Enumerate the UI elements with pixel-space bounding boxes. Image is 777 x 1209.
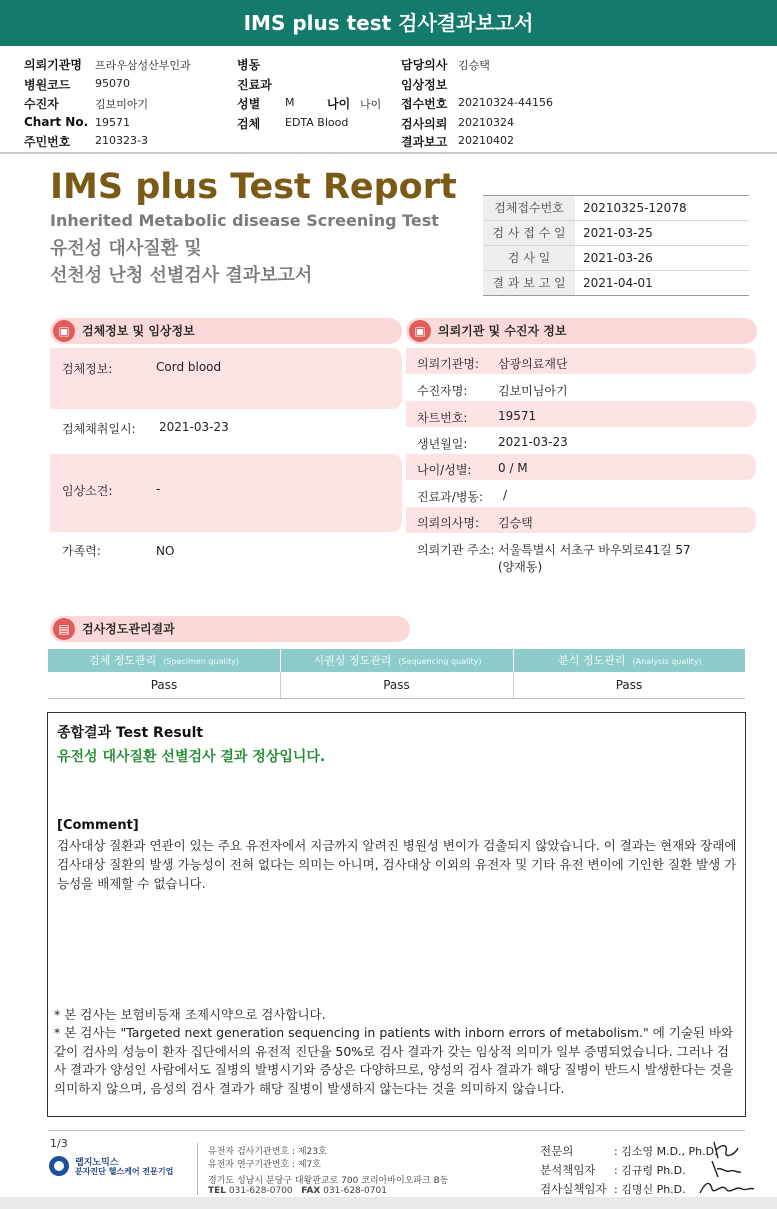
report-info-label: 검 사 접 수 일 — [483, 221, 575, 245]
report-info-row — [483, 246, 749, 271]
header-label: 접수번호 — [401, 97, 448, 111]
header-value: 95070 — [95, 77, 130, 90]
comment-text: 검사대상 질환과 연관이 있는 주요 유전자에서 지금까지 알려진 병원성 변이가 검출되지 않았습니다. 이 결과는 현재와 장래에 검사대상 질환의 발생 가능성이 전혀 없다는 의미는 아니며, 검사대상 이외의 유전자 및 기타 유전 변이에 기인한 질환 발생 가능성을 배제할 수 없습니다. — [57, 838, 737, 891]
lock-icon: ▣ — [409, 320, 431, 342]
specimen-value: NO — [156, 544, 175, 558]
header-value: M — [285, 96, 295, 109]
result-summary: 유전성 대사질환 선별검사 결과 정상입니다. — [57, 749, 326, 765]
institution-label: 나이/성별: — [417, 463, 472, 477]
note-insurance: * 본 검사는 보험비등재 조제시약으로 검사합니다. — [54, 1007, 326, 1022]
signer-name: : 김소영 M.D., Ph.D. — [614, 1145, 718, 1158]
institution-value: 19571 — [498, 409, 537, 423]
report-info-label: 검체접수번호 — [483, 196, 575, 220]
header-label: 나이 — [327, 97, 351, 111]
tel-value: 031-628-0700 — [228, 1186, 293, 1196]
footer-divider — [48, 1130, 745, 1131]
report-subtitle-ko-1: 유전성 대사질환 및 — [50, 238, 202, 259]
header-label: 병동 — [237, 58, 261, 72]
signer-name: : 김규령 Ph.D. — [614, 1164, 686, 1177]
report-subtitle-ko-2: 선천성 난청 선별검사 결과보고서 — [50, 265, 313, 286]
header-value: 19571 — [95, 116, 130, 129]
registration-line: 유전자 연구기관번호 : 제7호 — [208, 1160, 321, 1170]
header-label: 의뢰기관명 — [24, 58, 82, 72]
qc-column-name: 검체 정도관리 — [89, 654, 157, 667]
specimen-label: 가족력: — [62, 544, 101, 558]
qc-table-header — [48, 649, 745, 672]
header-label: 검체 — [237, 117, 261, 131]
specimen-value: - — [156, 482, 161, 496]
institution-label: 차트번호: — [417, 411, 468, 425]
institution-value: 0 / M — [498, 461, 528, 475]
specimen-value: Cord blood — [156, 360, 222, 374]
qc-value: Pass — [150, 678, 178, 692]
header-label: 병원코드 — [24, 78, 71, 92]
qc-column-en: (Sequencing quality) — [398, 657, 482, 666]
institution-value: 김승택 — [498, 516, 533, 530]
institution-value: 삼광의료재단 — [498, 357, 568, 371]
header-label: 주민번호 — [24, 135, 71, 149]
report-info-row — [483, 221, 749, 246]
report-info-value: 2021-04-01 — [583, 276, 653, 290]
specimen-section-header — [50, 318, 402, 344]
header-label: 진료과 — [237, 78, 272, 92]
signer-role: 분석책임자 — [540, 1163, 596, 1177]
header-value: 프라우삼성산부인과 — [95, 59, 191, 72]
company-logo-icon — [49, 1156, 69, 1176]
header-label: 담당의사 — [401, 58, 448, 72]
tel-label: TEL — [208, 1186, 227, 1196]
institution-value: 2021-03-23 — [498, 435, 568, 449]
specimen-value: 2021-03-23 — [159, 420, 229, 434]
institution-label: 진료과/병동: — [417, 490, 484, 504]
lock-icon: ▣ — [53, 320, 75, 342]
comment-title: [Comment] — [57, 818, 139, 833]
qc-column-header — [48, 649, 280, 672]
qc-column-en: (Specimen quality) — [163, 657, 239, 666]
institution-section-header — [406, 318, 757, 344]
header-value: 20210324-44156 — [458, 96, 553, 109]
report-info-value: 2021-03-26 — [583, 251, 653, 265]
qc-value: Pass — [615, 678, 643, 692]
fax-label: FAX — [301, 1186, 321, 1196]
page-bottom-strip — [0, 1197, 777, 1209]
header-value: 210323-3 — [95, 134, 148, 147]
header-value: 김보미아기 — [95, 98, 149, 111]
test-result-box — [47, 712, 746, 1117]
header-label: Chart No. — [24, 115, 89, 129]
header-divider — [0, 152, 777, 154]
institution-label: 의뢰의사명: — [417, 516, 480, 530]
signature-3 — [696, 1177, 756, 1197]
institution-label: 의뢰기관명: — [417, 357, 480, 371]
specimen-row-bg — [50, 348, 402, 409]
specimen-label: 검체채취일시: — [62, 422, 136, 436]
signer-name: : 김명신 Ph.D. — [614, 1183, 686, 1196]
report-info-value: 20210325-12078 — [583, 201, 687, 215]
company-tagline: 분자진단 헬스케어 전문기업 — [75, 1167, 174, 1176]
report-title: IMS plus Test Report — [50, 167, 457, 207]
report-info-row — [483, 271, 749, 296]
header-value: 20210324 — [458, 116, 514, 129]
company-name: 랩지노믹스 — [75, 1158, 119, 1168]
qc-value: Pass — [383, 678, 410, 692]
header-value: 20210402 — [458, 134, 514, 147]
qc-table-row — [48, 672, 745, 699]
company-address: 경기도 성남시 분당구 대왕판교로 700 코리아바이오파크 B동 — [208, 1176, 449, 1186]
result-title: 종합결과 Test Result — [57, 725, 204, 741]
company-contact — [208, 1186, 387, 1196]
institution-address-line1: 서울특별시 서초구 바우뫼로41길 57 — [498, 543, 691, 557]
report-info-label: 검 사 일 — [483, 246, 575, 270]
report-info-row — [483, 196, 749, 221]
institution-address-line2: (양재동) — [498, 560, 543, 574]
qc-column-name: 시퀀싱 정도관리 — [313, 654, 392, 667]
institution-address-label: 의뢰기관 주소: — [417, 543, 495, 557]
fax-value: 031-628-0701 — [323, 1186, 387, 1196]
header-label: 성별 — [237, 97, 261, 111]
clipboard-icon: ▤ — [53, 618, 75, 640]
report-subtitle-en: Inherited Metabolic disease Screening Test — [50, 211, 439, 230]
qc-section-header — [50, 616, 410, 642]
specimen-section-title: 검체정보 및 임상정보 — [82, 324, 195, 338]
specimen-label: 임상소견: — [62, 484, 113, 498]
institution-value: 김보미님아기 — [498, 384, 568, 398]
qc-column-header — [513, 649, 746, 672]
note-performance: * 본 검사는 "Targeted next generation sequencing in patients with inborn errors of metabolism." 에 기술된 바와 같이 검사의 성능이 환자 집단에서의 유전적 진단율 50%로 검사 결과가 갖는 임상적 의미가 일부 증명되었습니다. 그러나 검사 결과가 양성인 사람에서도 질병의 발병시기와 증상은 다양하므로, 양성의 검사 결과가 해당 질병이 반드시 발생한다는 것을 의미하지 않으며, 음성의 검사 결과가 해당 질병이 발생하지 않는다는 것을 의미하지 않습니다. — [54, 1025, 734, 1096]
institution-label: 생년월일: — [417, 437, 468, 451]
signer-role: 전문의 — [540, 1144, 574, 1158]
institution-label: 수진자명: — [417, 384, 468, 398]
specimen-label: 검체정보: — [62, 362, 113, 376]
header-label: 임상정보 — [401, 78, 448, 92]
header-value: 김승택 — [458, 59, 490, 72]
page-header-bar — [0, 0, 777, 46]
qc-column-name: 분석 정도관리 — [558, 654, 626, 667]
qc-section-title: 검사정도관리결과 — [82, 622, 175, 636]
header-value: EDTA Blood — [285, 116, 349, 129]
report-info-label: 결 과 보 고 일 — [483, 271, 575, 295]
header-label: 검사의뢰 — [401, 117, 448, 131]
header-label: 수진자 — [24, 97, 59, 111]
header-label: 결과보고 — [401, 135, 448, 149]
signer-role: 검사실책임자 — [540, 1182, 607, 1196]
divider — [197, 1143, 198, 1195]
report-info-value: 2021-03-25 — [583, 226, 653, 240]
institution-section-title: 의뢰기관 및 수진자 정보 — [438, 324, 567, 338]
institution-value: / — [503, 488, 508, 502]
page-number: 1/3 — [50, 1137, 68, 1150]
registration-line: 유전자 검사기관번호 : 제23호 — [208, 1147, 327, 1157]
page-header-title: IMS plus test 검사결과보고서 — [243, 11, 534, 35]
header-value: 나이 — [360, 98, 382, 111]
qc-column-header — [280, 649, 514, 672]
qc-column-en: (Analysis quality) — [632, 657, 702, 666]
